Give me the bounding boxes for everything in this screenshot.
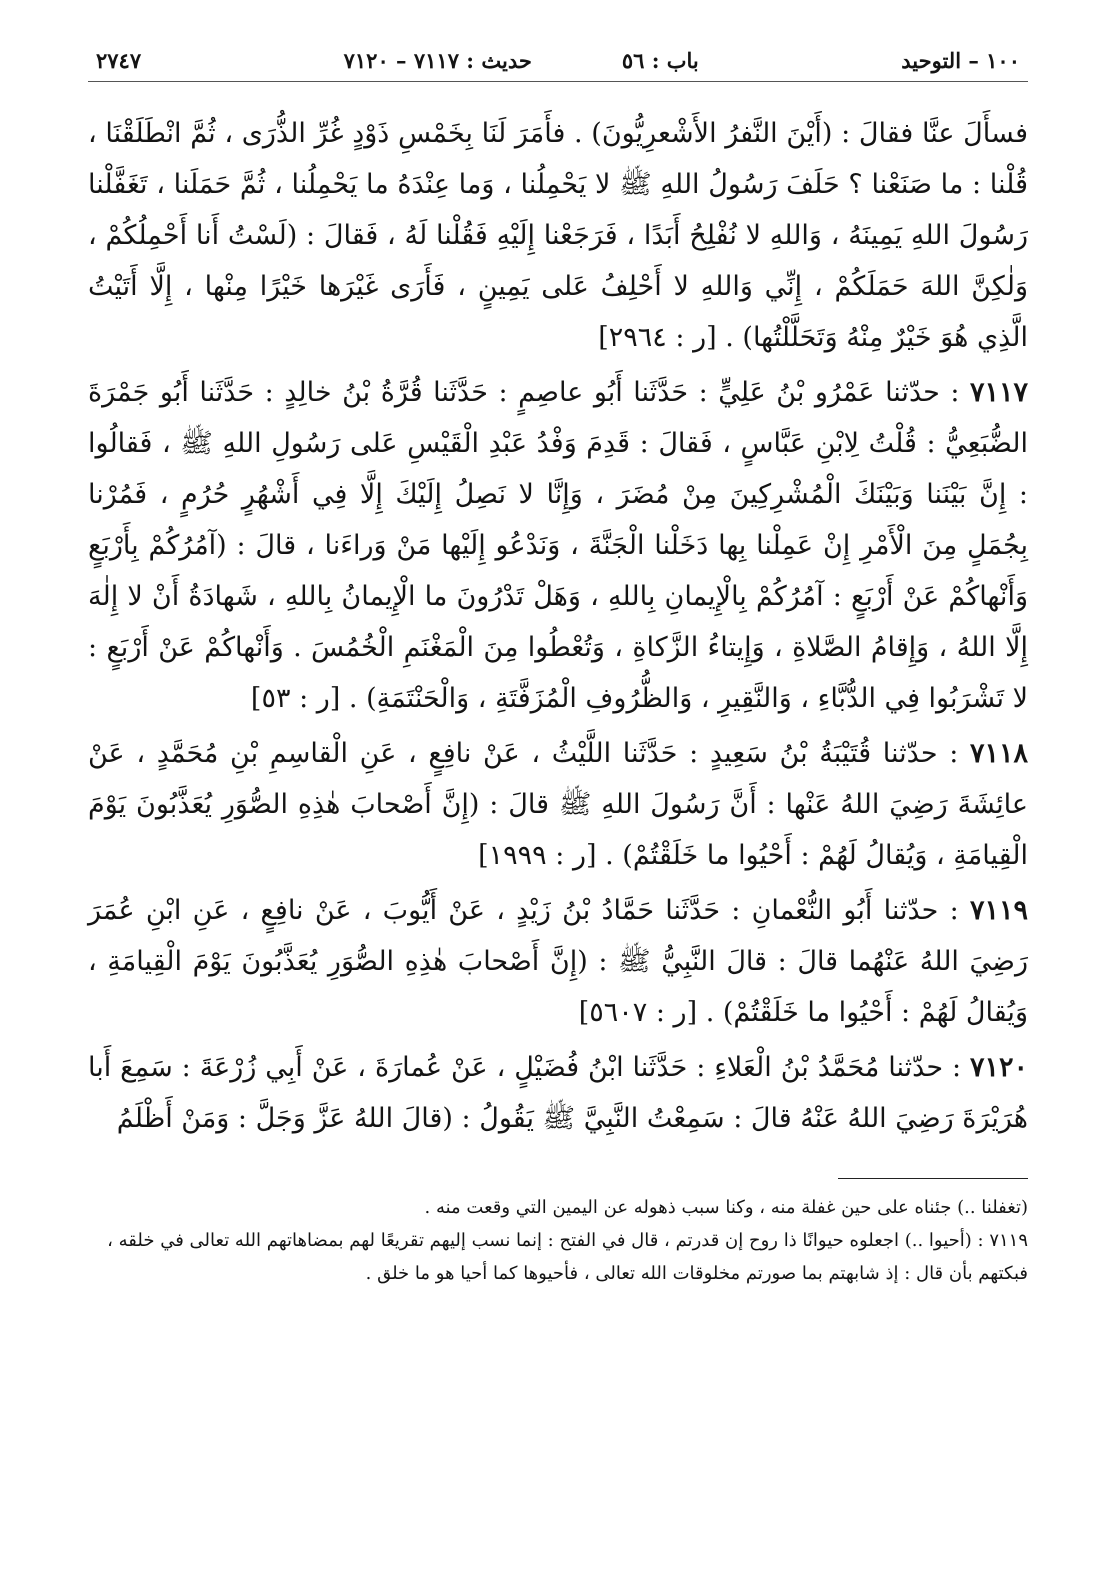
footnote	[88, 1191, 1028, 1224]
hadith-range: حديث : ٧١١٧ – ٧١٢٠	[343, 48, 532, 73]
hadith-number: ٧١١٩	[969, 895, 1028, 926]
page-number: ٢٧٤٧	[96, 48, 142, 73]
hadith-7120	[88, 1042, 1028, 1144]
footnote-number: ٧١١٩	[989, 1230, 1028, 1251]
footnote-divider	[838, 1178, 1028, 1179]
hadith-number: ٧١١٧	[969, 377, 1028, 408]
paragraph-text: فسأَلَ عنَّا فقالَ : (أَيْنَ النَّفرُ الأَشْعرِيُّونَ) . فأَمَرَ لَنَا بِخَمْسِ ذَوْدٍ غُرِّ الذُّرَى ، ثُمَّ انْطَلَقْنَا ، قُلْنا : ما صَنَعْنا ؟ حَلَفَ رَسُولُ اللهِ ﷺ لا يَحْمِلُنا ، وَما عِنْدَهُ ما يَحْمِلُنا ، ثُمَّ حَمَلَنا ، تَغَفَّلْنا رَسُولَ اللهِ يَمِينَهُ ، وَاللهِ لا نُفْلِحُ أَبَدًا ، فَرَجَعْنا إِلَيْهِ فَقُلْنا لَهُ ، فَقالَ : (لَسْتُ أَنا أَحْمِلُكُمْ ، وَلٰكِنَّ اللهَ حَمَلَكُمْ ، إِنِّي وَاللهِ لا أَحْلِفُ عَلى يَمِينٍ ، فَأَرَى غَيْرَها خَيْرًا مِنْها ، إِلَّا أَتَيْتُ الَّذِي هُوَ خَيْرٌ مِنْهُ وَتَحَلَّلْتُها) .	[88, 118, 1028, 353]
hadith-7117	[88, 367, 1028, 724]
hadith-7119	[88, 885, 1028, 1038]
paragraph-text: : حدّثنا قُتَيْبَةُ بْنُ سَعِيدٍ : حَدَّثَنا اللَّيْثُ ، عَنْ نافِعٍ ، عَنِ الْقاسِمِ بْنِ مُحَمَّدٍ ، عَنْ عائِشَةَ رَضِيَ اللهُ عَنْها : أَنَّ رَسُولَ اللهِ ﷺ قالَ : (إِنَّ أَصْحابَ هٰذِهِ الصُّوَرِ يُعَذَّبُونَ يَوْمَ الْقِيامَةِ ، وَيُقالُ لَهُمْ : أَحْيُوا ما خَلَقْتُمْ) .	[88, 738, 1028, 871]
main-text	[88, 108, 1028, 1144]
paragraph-text: : حدّثنا عَمْرُو بْنُ عَلِيٍّ : حَدَّثَنا أَبُو عاصِمٍ : حَدَّثَنا قُرَّةُ بْنُ خالِدٍ : حَدَّثَنا أَبُو جَمْرَةَ الضُّبَعِيُّ : قُلْتُ لِابْنِ عَبَّاسٍ ، فَقالَ : قَدِمَ وَفْدُ عَبْدِ الْقَيْسِ عَلى رَسُولِ اللهِ ﷺ ، فَقالُوا : إِنَّ بَيْنَنا وَبَيْنَكَ الْمُشْرِكِينَ مِنْ مُضَرَ ، وَإِنَّا لا نَصِلُ إِلَيْكَ إِلَّا فِي أَشْهُرٍ حُرُمٍ ، فَمُرْنا بِجُمَلٍ مِنَ الْأَمْرِ إِنْ عَمِلْنا بِها دَخَلْنا الْجَنَّةَ ، وَنَدْعُو إِلَيْها مَنْ وَراءَنا ، قالَ : (آمُرُكُمْ بِأَرْبَعٍ وَأَنْهاكُمْ عَنْ أَرْبَعٍ : آمُرُكُمْ بِالْإِيمانِ بِاللهِ ، وَهَلْ تَدْرُونَ ما الْإِيمانُ بِاللهِ ، شَهادَةُ أَنْ لا إِلٰهَ إِلَّا اللهُ ، وَإِقامُ الصَّلاةِ ، وَإِيتاءُ الزَّكاةِ ، وَتُعْطُوا مِنَ الْمَغْنَمِ الْخُمُسَ . وَأَنْهاكُمْ عَنْ أَرْبَعٍ : لا تَشْرَبُوا فِي الدُّبَّاءِ ، وَالنَّقِيرِ ، وَالظُّرُوفِ الْمُزَفَّتَةِ ، وَالْحَنْتَمَةِ) .	[88, 377, 1028, 714]
running-header	[88, 48, 1028, 82]
hadith-7118	[88, 728, 1028, 881]
cross-reference: [ر : ٢٩٦٤]	[598, 322, 717, 353]
chapter-label: باب : ٥٦	[621, 48, 699, 73]
header-center	[344, 48, 699, 73]
paragraph-continuation	[88, 108, 1028, 363]
footnote-text: : (أحيوا ..) اجعلوه حيوانًا ذا روح إن قدرتم ، قال في الفتح : إنما نسب إليهم تقريعًا لهم بمضاهاتهم الله تعالى في خلقه ، فبكتهم بأن قال : إذ شابهتم بما صورتم مخلوقات الله تعالى ، فأحيوها كما أحيا هو ما خلق .	[107, 1230, 1028, 1284]
cross-reference: [ر : ٥٣]	[250, 683, 341, 714]
paragraph-text: : حدّثنا أَبُو النُّعْمانِ : حَدَّثَنا حَمَّادُ بْنُ زَيْدٍ ، عَنْ أَيُّوبَ ، عَنْ نافِعٍ ، عَنِ ابْنِ عُمَرَ رَضِيَ اللهُ عَنْهُما قالَ : قالَ النَّبِيُّ ﷺ : (إِنَّ أَصْحابَ هٰذِهِ الصُّوَرِ يُعَذَّبُونَ يَوْمَ الْقِيامَةِ ، وَيُقالُ لَهُمْ : أَحْيُوا ما خَلَقْتُمْ) .	[88, 895, 1028, 1028]
cross-reference: [ر : ٥٦٠٧]	[578, 997, 698, 1028]
footnotes	[88, 1191, 1028, 1290]
cross-reference: [ر : ١٩٩٩]	[478, 840, 597, 871]
footnote-text: (تغفلنا ..) جئناه على حين غفلة منه ، وكنا سبب ذهوله عن اليمين التي وقعت منه .	[424, 1197, 1028, 1218]
book-page	[88, 48, 1028, 1290]
hadith-number: ٧١٢٠	[969, 1052, 1028, 1083]
paragraph-text: : حدّثنا مُحَمَّدُ بْنُ الْعَلاءِ : حَدَّثَنا ابْنُ فُضَيْلٍ ، عَنْ عُمارَةَ ، عَنْ أَبِي زُرْعَةَ : سَمِعَ أَبا هُرَيْرَةَ رَضِيَ اللهُ عَنْهُ قالَ : سَمِعْتُ النَّبِيَّ ﷺ يَقُولُ : (قالَ اللهُ عَزَّ وَجَلَّ : وَمَنْ أَظْلَمُ	[88, 1052, 1028, 1134]
book-title: ١٠٠ – التوحيد	[901, 48, 1020, 73]
footnote	[88, 1224, 1028, 1290]
hadith-number: ٧١١٨	[969, 738, 1028, 769]
